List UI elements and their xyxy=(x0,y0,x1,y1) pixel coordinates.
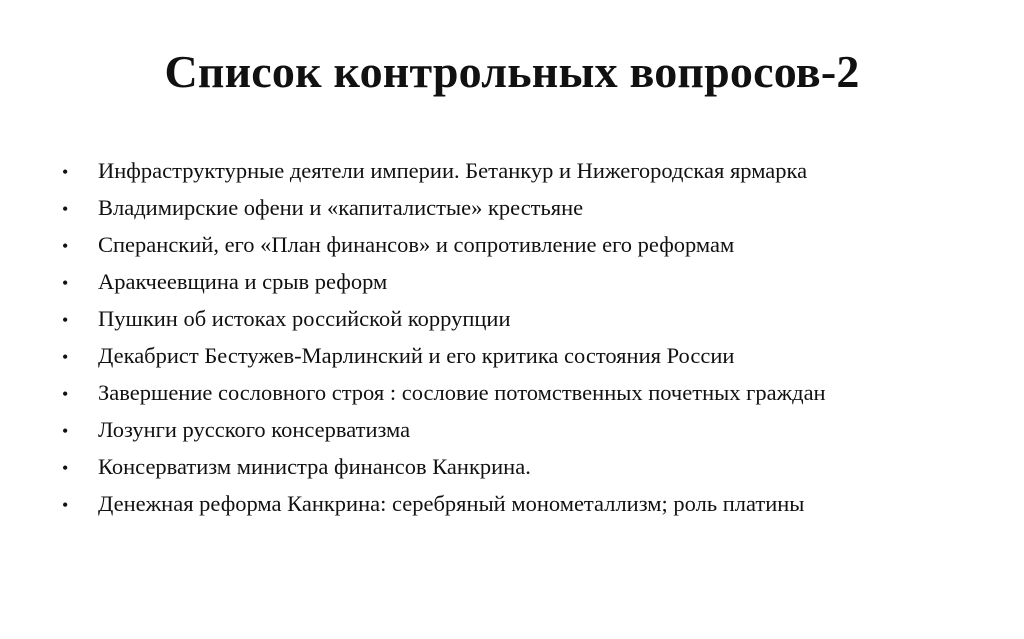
list-item xyxy=(62,152,982,189)
bullet-icon: • xyxy=(62,162,69,182)
list-item-text: Консерватизм министра финансов Канкрина. xyxy=(98,454,531,479)
bullet-icon: • xyxy=(62,273,69,293)
list-item-text: Денежная реформа Канкрина: серебряный монометаллизм; роль платины xyxy=(98,491,805,516)
list-item-text: Аракчеевщина и срыв реформ xyxy=(98,269,388,294)
list-item xyxy=(62,448,982,485)
bullet-icon: • xyxy=(62,458,69,478)
bullet-icon: • xyxy=(62,421,69,441)
list-item xyxy=(62,189,982,226)
slide-title: Список контрольных вопросов-2 xyxy=(164,46,860,97)
list-item xyxy=(62,263,982,300)
list-item-text: Лозунги русского консерватизма xyxy=(98,417,411,442)
list-item-text: Владимирские офени и «капиталистые» крестьяне xyxy=(98,195,584,220)
list-item xyxy=(62,226,982,263)
list-item-text: Инфраструктурные деятели империи. Бетанкур и Нижегородская ярмарка xyxy=(98,158,808,183)
list-item-text: Сперанский, его «План финансов» и сопротивление его реформам xyxy=(98,232,735,257)
bullet-icon: • xyxy=(62,236,69,256)
list-item xyxy=(62,337,982,374)
bullet-icon: • xyxy=(62,199,69,219)
bullet-icon: • xyxy=(62,347,69,367)
bullet-icon: • xyxy=(62,384,69,404)
bullet-icon: • xyxy=(62,310,69,330)
list-item-text: Декабрист Бестужев-Марлинский и его критика состояния России xyxy=(98,343,735,368)
question-list xyxy=(62,152,982,522)
bullet-icon: • xyxy=(62,495,69,515)
list-item-text: Завершение сословного строя : сословие потомственных почетных граждан xyxy=(98,380,826,405)
list-item xyxy=(62,411,982,448)
list-item xyxy=(62,485,982,522)
list-item-text: Пушкин об истоках российской коррупции xyxy=(98,306,511,331)
list-item xyxy=(62,300,982,337)
list-item xyxy=(62,374,982,411)
